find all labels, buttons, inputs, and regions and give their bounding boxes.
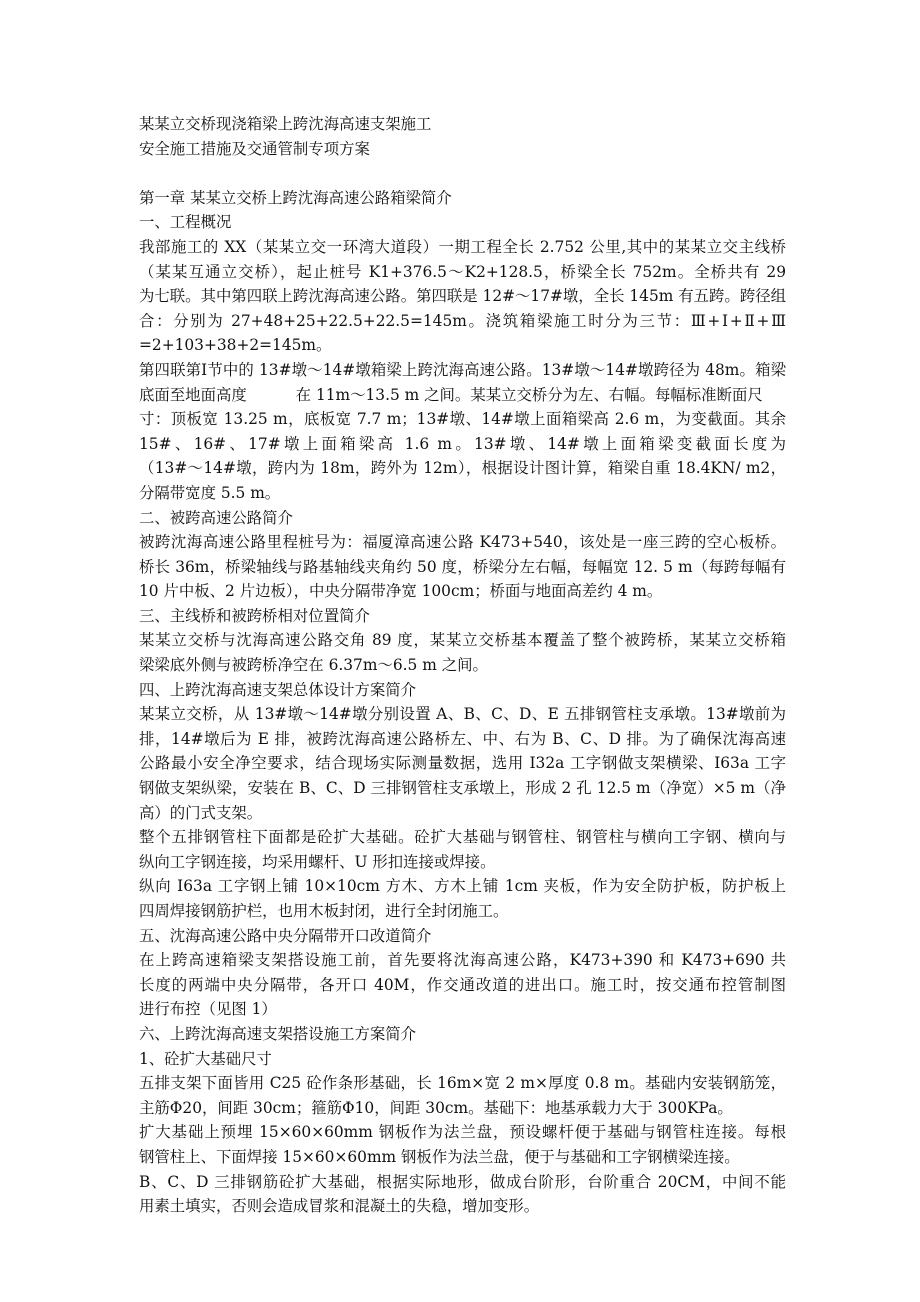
- body-line: （13#～14#墩，跨内为 18m，跨外为 12m），根据设计图计算，箱梁自重 18.4KN/ m2，: [139, 459, 786, 478]
- body-line: 在上跨高速箱梁支架搭设施工前，首先要将沈海高速公路，K473+390 和 K473+690 共: [139, 951, 786, 970]
- body-line: 用素土填实，否则会造成冒浆和混凝土的失稳，增加变形。: [139, 1197, 540, 1216]
- body-line: 长度的两端中央分隔带，各开口 40M，作交通改道的进出口。施工时，按交通布控管制图: [139, 975, 786, 994]
- chapter-heading: 第一章 某某立交桥上跨沈海高速公路箱梁简介: [139, 188, 452, 207]
- body-line: 梁梁底外侧与被跨桥净空在 6.37m～6.5 m 之间。: [139, 656, 488, 675]
- section-heading: 二、被跨高速公路简介: [139, 508, 293, 527]
- section-heading: 四、上跨沈海高速支架总体设计方案简介: [139, 680, 417, 699]
- body-line: 整个五排钢管柱下面都是砼扩大基础。砼扩大基础与钢管柱、钢管柱与横向工字钢、横向与: [139, 828, 786, 847]
- section-heading: 五、沈海高速公路中央分隔带开口改道简介: [139, 926, 432, 945]
- body-line: 公路最小安全净空要求，结合现场实际测量数据，选用 I32a 工字钢做支架横梁、I63a 工字: [139, 754, 786, 773]
- body-line: 寸：顶板宽 13.25 m，底板宽 7.7 m；13#墩、14#墩上面箱梁高 2.6 m，为变截面。其余: [139, 410, 786, 429]
- body-line: 合：分别为 27+48+25+22.5+22.5=145m。浇筑箱梁施工时分为三节：Ⅲ+Ⅰ+Ⅱ+Ⅲ: [139, 311, 786, 330]
- body-line: 分隔带宽度 5.5 m。: [139, 483, 281, 502]
- body-line: 四周焊接钢筋护栏，也用木板封闭，进行全封闭施工。: [139, 902, 509, 920]
- body-line: 15#、16#、17#墩上面箱梁高 1.6 m。13#墩、14#墩上面箱梁变截面长度为: [139, 434, 786, 453]
- doc-title-line-2: 安全施工措施及交通管制专项方案: [139, 139, 370, 158]
- body-line: B、C、D 三排钢筋砼扩大基础，根据实际地形，做成台阶形，台阶重合 20CM，中间不能: [139, 1172, 786, 1191]
- body-line: 钢管柱上、下面焊接 15×60×60mm 钢板作为法兰盘，便于与基础和工字钢横梁连接。: [139, 1147, 740, 1166]
- body-line: 第四联第Ⅰ节中的 13#墩～14#墩箱梁上跨沈海高速公路。13#墩～14#墩跨径为 48m。箱梁: [139, 360, 786, 379]
- doc-title-line-1: 某某立交桥现浇箱梁上跨沈海高速支架施工: [139, 115, 432, 133]
- body-line: 钢做支架纵梁，安装在 B、C、D 三排钢管柱支承墩上，形成 2 孔 12.5 m（净宽）×5 m（净: [139, 779, 786, 798]
- section-heading: 六、上跨沈海高速支架搭设施工方案简介: [139, 1024, 417, 1043]
- body-line: 五排支架下面皆用 C25 砼作条形基础，长 16m×宽 2 m×厚度 0.8 m。基础内安装钢筋笼，: [139, 1074, 786, 1093]
- body-line: 进行布控（见图 1）: [139, 1000, 277, 1019]
- body-line: 底面至地面高度 在 11m～13.5 m 之间。某某立交桥分为左、右幅。每幅标准断面尺: [139, 385, 763, 404]
- blank-line: [139, 161, 786, 186]
- body-line: 排，14#墩后为 E 排，被跨沈海高速公路桥左、中、右为 B、C、D 排。为了确保沈海高速: [139, 729, 786, 748]
- body-line: 主筋Φ20，间距 30cm；箍筋Φ10，间距 30cm。基础下：地基承载力大于 300KPa。: [139, 1098, 733, 1117]
- body-line: 扩大基础上预埋 15×60×60mm 钢板作为法兰盘，预设螺杆便于基础与钢管柱连接。每根: [139, 1123, 786, 1142]
- body-line: （某某互通立交桥），起止桩号 K1+376.5～K2+128.5，桥梁全长 752m。全桥共有 29: [139, 262, 786, 281]
- body-line: 高）的门式支架。: [139, 803, 263, 822]
- body-line: 桥长 36m，桥梁轴线与路基轴线夹角约 50 度，桥梁分左右幅，每幅宽 12. 5 m（每跨每幅有: [139, 557, 786, 576]
- body-line: 被跨沈海高速公路里程桩号为：福厦漳高速公路 K473+540，该处是一座三跨的空心板桥。: [139, 533, 786, 552]
- section-heading: 一、工程概况: [139, 213, 232, 232]
- section-heading: 三、主线桥和被跨桥相对位置简介: [139, 606, 370, 625]
- body-line: 10 片中板、2 片边板），中央分隔带净宽 100cm；桥面与地面高差约 4 m。: [139, 582, 663, 601]
- body-line: 某某立交桥，从 13#墩～14#墩分别设置 A、B、C、D、E 五排钢管柱支承墩。13#墩前为: [139, 705, 786, 724]
- body-line: 某某立交桥与沈海高速公路交角 89 度，某某立交桥基本覆盖了整个被跨桥，某某立交桥箱: [139, 631, 786, 650]
- body-line: =2+103+38+2=145m。: [139, 336, 332, 355]
- subsection-heading: 1、砼扩大基础尺寸: [139, 1049, 272, 1068]
- body-line: 纵向 I63a 工字钢上铺 10×10cm 方木、方木上铺 1cm 夹板，作为安全防护板，防护板上: [139, 877, 786, 896]
- body-line: 纵向工字钢连接，均采用螺杆、U 形扣连接或焊接。: [139, 852, 496, 871]
- body-line: 为七联。其中第四联上跨沈海高速公路。第四联是 12#～17#墩，全长 145m 有五跨。跨径组: [139, 287, 786, 306]
- body-line: 我部施工的 XX（某某立交一环湾大道段）一期工程全长 2.752 公里,其中的某某立交主线桥: [139, 237, 786, 256]
